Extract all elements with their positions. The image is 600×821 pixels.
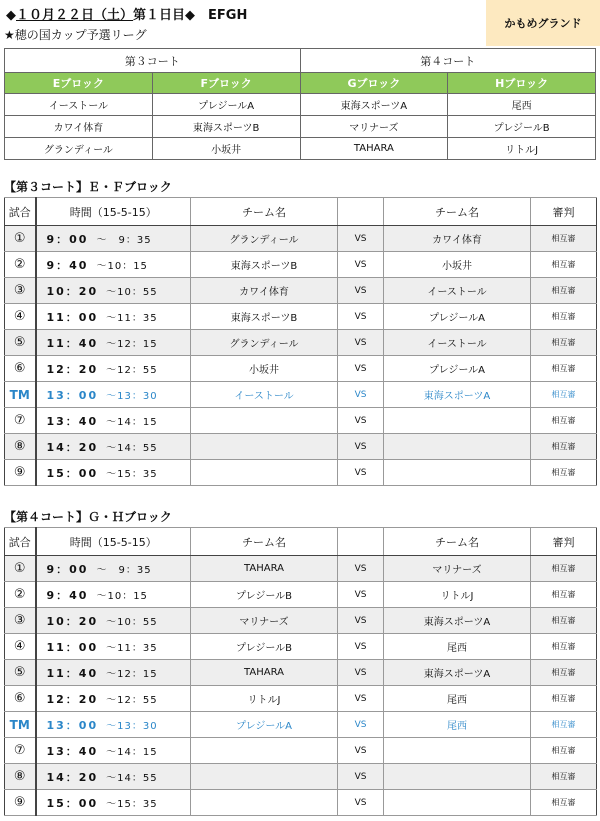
match-time [36, 738, 191, 764]
team2-header: チーム名 [384, 198, 531, 226]
referee: 相互審 [531, 634, 597, 660]
match-time [36, 356, 191, 382]
time-header: 時間（15-5-15） [36, 198, 191, 226]
referee-header: 審判 [531, 528, 597, 556]
referee: 相互審 [531, 356, 597, 382]
referee: 相互審 [531, 330, 597, 356]
end-time: ～10：15 [96, 260, 148, 272]
vs-label: VS [338, 382, 384, 408]
match-number: ③ [5, 608, 36, 634]
league-team-cell: TAHARA [300, 138, 448, 160]
start-time: 14：20 [46, 440, 99, 454]
start-time: 11：00 [46, 310, 99, 324]
schedule-row [5, 356, 597, 382]
end-time: ～12：55 [106, 364, 158, 376]
referee: 相互審 [531, 408, 597, 434]
end-time: ～12：15 [106, 338, 158, 350]
match-number: ⑤ [5, 660, 36, 686]
start-time: 15：00 [46, 796, 99, 810]
start-time: 9：00 [46, 232, 89, 246]
vs-label: VS [338, 330, 384, 356]
team1-name: 東海スポーツB [191, 304, 338, 330]
vs-label: VS [338, 408, 384, 434]
referee: 相互審 [531, 712, 597, 738]
league-team-cell: プレジールA [152, 94, 300, 116]
match-number: ① [5, 226, 36, 252]
start-time: 11：00 [46, 640, 99, 654]
vs-label: VS [338, 608, 384, 634]
page-subtitle: ★穂の国カップ予選リーグ [4, 28, 147, 42]
team2-name: 東海スポーツA [384, 660, 531, 686]
league-team-cell: カワイ体育 [5, 116, 153, 138]
match-number: ⑦ [5, 408, 36, 434]
referee-header: 審判 [531, 198, 597, 226]
start-time: 9：40 [46, 588, 89, 602]
team1-name: リトルJ [191, 686, 338, 712]
referee: 相互審 [531, 764, 597, 790]
team2-name: 小坂井 [384, 252, 531, 278]
court-4-heading: 【第４コート】Ｇ・Ｈブロック [4, 510, 172, 524]
schedule-row [5, 582, 597, 608]
match-number: ⑦ [5, 738, 36, 764]
match-number: ① [5, 556, 36, 582]
vs-label: VS [338, 712, 384, 738]
referee: 相互審 [531, 582, 597, 608]
schedule-row [5, 278, 597, 304]
team1-header: チーム名 [191, 198, 338, 226]
block-f-header: Fブロック [152, 73, 300, 94]
end-time: ～10：55 [106, 286, 158, 298]
schedule-row [5, 790, 597, 816]
venue-badge: かもめグランド [486, 0, 600, 46]
team2-name: イーストール [384, 278, 531, 304]
match-time [36, 226, 191, 252]
referee: 相互審 [531, 278, 597, 304]
team2-name [384, 764, 531, 790]
match-time [36, 330, 191, 356]
referee: 相互審 [531, 434, 597, 460]
start-time: 15：00 [46, 466, 99, 480]
team2-name: 東海スポーツA [384, 608, 531, 634]
vs-label: VS [338, 434, 384, 460]
vs-label: VS [338, 278, 384, 304]
team1-name: イーストール [191, 382, 338, 408]
referee: 相互審 [531, 252, 597, 278]
match-number: ④ [5, 634, 36, 660]
end-time: ～15：35 [106, 798, 158, 810]
title-blocks: EFGH [208, 8, 248, 23]
end-time: ～13：30 [106, 390, 158, 402]
league-table [4, 48, 596, 160]
title-date: １０月２２日（土） [16, 8, 134, 23]
end-time: ～14：15 [106, 746, 158, 758]
vs-label: VS [338, 556, 384, 582]
match-time [36, 764, 191, 790]
match-number: ⑥ [5, 356, 36, 382]
start-time: 13：40 [46, 414, 99, 428]
vs-label: VS [338, 660, 384, 686]
referee: 相互審 [531, 226, 597, 252]
vs-label: VS [338, 764, 384, 790]
end-time: ～10：55 [106, 616, 158, 628]
team1-name: マリナーズ [191, 608, 338, 634]
start-time: 13：00 [46, 718, 99, 732]
match-number: ⑤ [5, 330, 36, 356]
match-time [36, 460, 191, 486]
court-4-schedule [4, 527, 597, 816]
match-number: ⑨ [5, 460, 36, 486]
match-number: ③ [5, 278, 36, 304]
start-time: 11：40 [46, 336, 99, 350]
team1-name [191, 764, 338, 790]
match-number: ⑧ [5, 764, 36, 790]
team2-name: 東海スポーツA [384, 382, 531, 408]
block-g-header: Gブロック [300, 73, 448, 94]
team2-name [384, 408, 531, 434]
team1-name: グランディール [191, 226, 338, 252]
start-time: 11：40 [46, 666, 99, 680]
referee: 相互審 [531, 686, 597, 712]
league-row [5, 138, 596, 160]
end-time: ～14：55 [106, 442, 158, 454]
vs-label: VS [338, 252, 384, 278]
team1-name: プレジールB [191, 634, 338, 660]
schedule-row [5, 634, 597, 660]
match-number: ⑥ [5, 686, 36, 712]
team1-name: 東海スポーツB [191, 252, 338, 278]
title-day: 第１日目 [133, 8, 186, 23]
schedule-row [5, 304, 597, 330]
league-team-cell: 尾西 [448, 94, 596, 116]
schedule-row [5, 408, 597, 434]
end-time: ～12：55 [106, 694, 158, 706]
referee: 相互審 [531, 556, 597, 582]
schedule-row [5, 764, 597, 790]
match-time [36, 434, 191, 460]
league-team-cell: 東海スポーツB [152, 116, 300, 138]
team1-name [191, 460, 338, 486]
vs-label: VS [338, 356, 384, 382]
vs-label: VS [338, 686, 384, 712]
league-row [5, 116, 596, 138]
court-3-schedule [4, 197, 597, 486]
schedule-row [5, 660, 597, 686]
match-time [36, 634, 191, 660]
match-time [36, 252, 191, 278]
league-team-cell: イーストール [5, 94, 153, 116]
match-time [36, 608, 191, 634]
team2-name: イーストール [384, 330, 531, 356]
team1-name: グランディール [191, 330, 338, 356]
start-time: 12：20 [46, 362, 99, 376]
match-time [36, 686, 191, 712]
vs-label: VS [338, 634, 384, 660]
time-header: 時間（15-5-15） [36, 528, 191, 556]
league-team-cell: マリナーズ [300, 116, 448, 138]
match-time [36, 660, 191, 686]
match-no-header: 試合 [5, 198, 36, 226]
match-time [36, 712, 191, 738]
block-h-header: Hブロック [448, 73, 596, 94]
schedule-row [5, 686, 597, 712]
schedule-row [5, 556, 597, 582]
vs-label: VS [338, 582, 384, 608]
match-number: ② [5, 582, 36, 608]
team2-name: 尾西 [384, 634, 531, 660]
court-3-header: 第３コート [5, 49, 301, 73]
vs-header [338, 198, 384, 226]
team2-name [384, 790, 531, 816]
block-e-header: Eブロック [5, 73, 153, 94]
court-4-header: 第４コート [300, 49, 596, 73]
vs-label: VS [338, 460, 384, 486]
team1-name: カワイ体育 [191, 278, 338, 304]
start-time: 9：40 [46, 258, 89, 272]
league-team-cell: 小坂井 [152, 138, 300, 160]
start-time: 13：00 [46, 388, 99, 402]
start-time: 14：20 [46, 770, 99, 784]
match-time [36, 408, 191, 434]
start-time: 13：40 [46, 744, 99, 758]
league-team-cell: グランディール [5, 138, 153, 160]
team2-name [384, 460, 531, 486]
end-time: ～12：15 [106, 668, 158, 680]
match-number: TM [5, 382, 36, 408]
league-row [5, 94, 596, 116]
vs-label: VS [338, 226, 384, 252]
match-number: ⑨ [5, 790, 36, 816]
court-3-heading: 【第３コート】Ｅ・Ｆブロック [4, 180, 172, 194]
match-time [36, 582, 191, 608]
team2-name: マリナーズ [384, 556, 531, 582]
league-team-cell: 東海スポーツA [300, 94, 448, 116]
end-time: ～14：55 [106, 772, 158, 784]
end-time: ～15：35 [106, 468, 158, 480]
match-time [36, 382, 191, 408]
schedule-row [5, 460, 597, 486]
schedule-row [5, 330, 597, 356]
team1-name [191, 434, 338, 460]
match-number: ② [5, 252, 36, 278]
end-time: ～13：30 [106, 720, 158, 732]
referee: 相互審 [531, 460, 597, 486]
league-team-cell: リトルJ [448, 138, 596, 160]
team2-name [384, 738, 531, 764]
match-time [36, 790, 191, 816]
team1-name: 小坂井 [191, 356, 338, 382]
schedule-header-row [5, 198, 597, 226]
team2-name: 尾西 [384, 686, 531, 712]
team2-name: カワイ体育 [384, 226, 531, 252]
end-time: ～ 9：35 [96, 564, 152, 576]
end-time: ～14：15 [106, 416, 158, 428]
team2-name: プレジールA [384, 304, 531, 330]
team1-name [191, 738, 338, 764]
schedule-row [5, 608, 597, 634]
team1-name: TAHARA [191, 556, 338, 582]
team1-header: チーム名 [191, 528, 338, 556]
match-no-header: 試合 [5, 528, 36, 556]
schedule-row [5, 712, 597, 738]
team1-name [191, 408, 338, 434]
team1-name: プレジールA [191, 712, 338, 738]
schedule-row [5, 252, 597, 278]
schedule-row [5, 226, 597, 252]
team2-header: チーム名 [384, 528, 531, 556]
end-time: ～10：15 [96, 590, 148, 602]
referee: 相互審 [531, 382, 597, 408]
start-time: 10：20 [46, 284, 99, 298]
team2-name: リトルJ [384, 582, 531, 608]
schedule-row [5, 434, 597, 460]
match-number: ⑧ [5, 434, 36, 460]
end-time: ～11：35 [106, 642, 158, 654]
vs-label: VS [338, 790, 384, 816]
schedule-row [5, 382, 597, 408]
team2-name: 尾西 [384, 712, 531, 738]
referee: 相互審 [531, 608, 597, 634]
page-title: ◆１０月２２日（土）第１日目◆ EFGH [6, 8, 248, 23]
match-number: TM [5, 712, 36, 738]
start-time: 10：20 [46, 614, 99, 628]
team1-name: プレジールB [191, 582, 338, 608]
match-number: ④ [5, 304, 36, 330]
referee: 相互審 [531, 790, 597, 816]
referee: 相互審 [531, 738, 597, 764]
match-time [36, 278, 191, 304]
start-time: 9：00 [46, 562, 89, 576]
team1-name [191, 790, 338, 816]
schedule-header-row [5, 528, 597, 556]
team1-name: TAHARA [191, 660, 338, 686]
end-time: ～11：35 [106, 312, 158, 324]
vs-label: VS [338, 738, 384, 764]
schedule-row [5, 738, 597, 764]
vs-label: VS [338, 304, 384, 330]
vs-header [338, 528, 384, 556]
team2-name [384, 434, 531, 460]
referee: 相互審 [531, 304, 597, 330]
league-team-cell: プレジールB [448, 116, 596, 138]
match-time [36, 556, 191, 582]
referee: 相互審 [531, 660, 597, 686]
start-time: 12：20 [46, 692, 99, 706]
end-time: ～ 9：35 [96, 234, 152, 246]
match-time [36, 304, 191, 330]
team2-name: プレジールA [384, 356, 531, 382]
